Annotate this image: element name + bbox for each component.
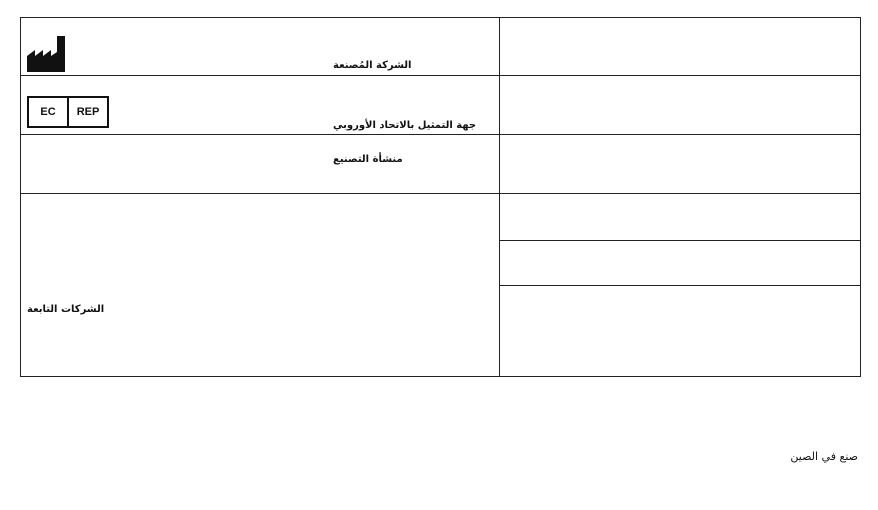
cell-divider (499, 285, 860, 286)
subsidiaries-label: الشركات التابعة (27, 304, 105, 315)
column-divider (499, 18, 500, 376)
row-divider (21, 75, 860, 76)
ec-rep-icon (27, 96, 109, 128)
manufacturer-label: الشركة المُصنعة (333, 60, 412, 71)
ec-text: EC (40, 106, 56, 118)
eu-rep-label: جهة التمثيل بالاتحاد الأوروبي (333, 120, 477, 131)
cell-divider (499, 240, 860, 241)
manufacturing-site-label: منشأة التصنيع (333, 154, 403, 165)
info-table (20, 17, 861, 377)
rep-text: REP (67, 98, 107, 126)
row-divider (21, 134, 860, 135)
factory-icon (27, 36, 67, 72)
row-divider (21, 193, 860, 194)
made-in-text: صنع في الصين (790, 450, 858, 463)
